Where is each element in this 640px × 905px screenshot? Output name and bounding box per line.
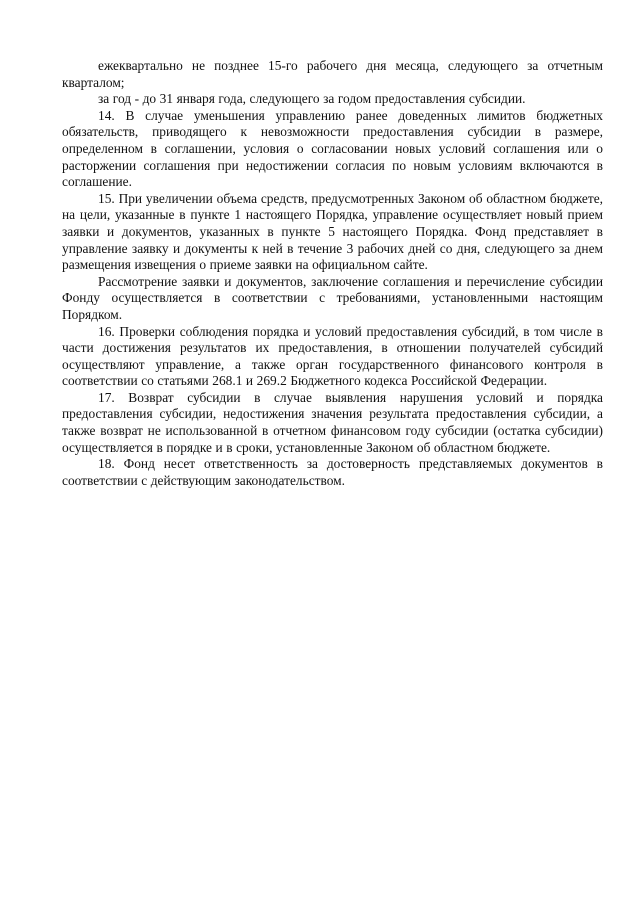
paragraph-item-17: 17. Возврат субсидии в случае выявления нарушения условий и порядка предоставления субсидии, недостижения значения результата предоставления субсидии, а также возврат не использованной в отчетном финансовом году субсидии (остатка субсидии) осуществляется в порядке и в сроки, установленные Законом об областном бюджете. bbox=[62, 389, 603, 455]
paragraph-item-18: 18. Фонд несет ответственность за достоверность представляемых документов в соответствии с действующим законодательством. bbox=[62, 456, 603, 488]
paragraph-item-16: 16. Проверки соблюдения порядка и условий предоставления субсидий, в том числе в части достижения результатов их предоставления, в отношении получателей субсидий осуществляют управление, а также орган государственного финансового контроля в соответствии со статьями 268.1 и 269.2 Бюджетного кодекса Российской Федерации. bbox=[62, 323, 603, 389]
paragraph-item-15-continuation: Рассмотрение заявки и документов, заключение соглашения и перечисление субсидии Фонду осуществляется в соответствии с требованиями, установленными настоящим Порядком. bbox=[62, 273, 603, 322]
paragraph-item-14: 14. В случае уменьшения управлению ранее доведенных лимитов бюджетных обязательств, приводящего к невозможности предоставления субсидии в размере, определенном в соглашении, условия о согласовании новых условий соглашения или о расторжении соглашения при недостижении согласия по новым условиям включаются в соглашение. bbox=[62, 107, 603, 190]
paragraph-item-15: 15. При увеличении объема средств, предусмотренных Законом об областном бюджете, на цели, указанные в пункте 1 настоящего Порядка, управление осуществляет новый прием заявки и документов, указанных в пункте 5 настоящего Порядка. Фонд представляет в управление заявку и документы к ней в течение 3 рабочих дней со дня, следующего за днем размещения извещения о приеме заявки на официальном сайте. bbox=[62, 190, 603, 273]
document-body bbox=[62, 58, 603, 489]
paragraph-quarterly-deadline: ежеквартально не позднее 15-го рабочего дня месяца, следующего за отчетным кварталом; bbox=[62, 58, 603, 90]
paragraph-annual-deadline: за год - до 31 января года, следующего за годом предоставления субсидии. bbox=[98, 91, 526, 107]
